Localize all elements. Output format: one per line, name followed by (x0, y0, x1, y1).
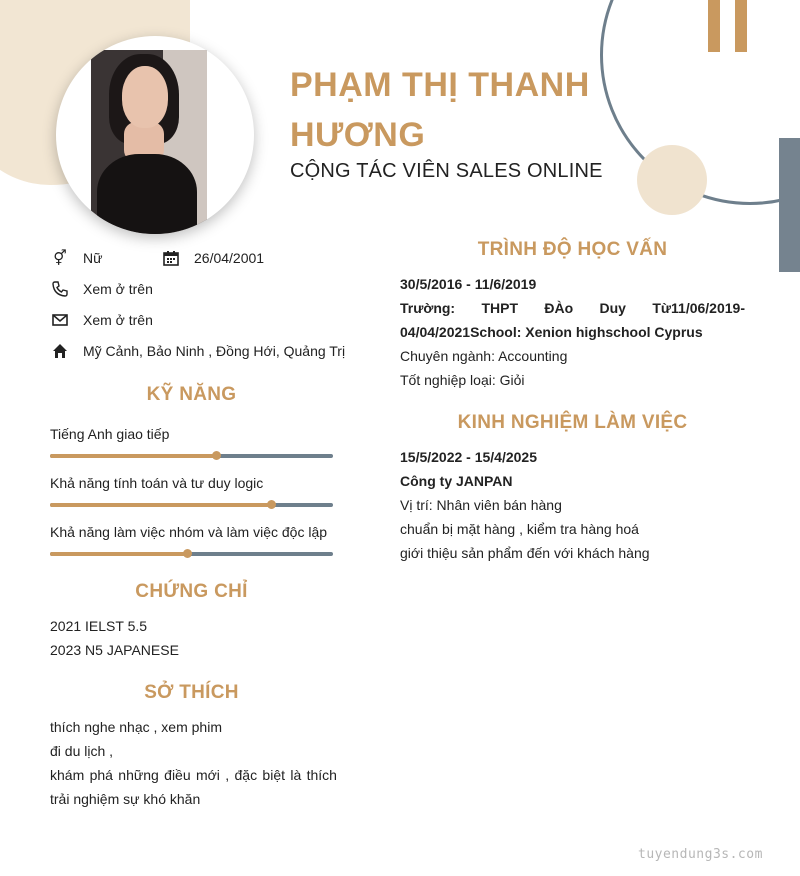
hobby-word: điều (164, 767, 191, 783)
gender-row (50, 248, 102, 268)
address-value: Mỹ Cảnh, Bảo Ninh , Đồng Hới, Quảng Trị (83, 343, 346, 359)
hobby-word: , (225, 767, 230, 783)
gender-value: Nữ (83, 250, 103, 266)
certificate-item: 2023 N5 JAPANESE (50, 642, 179, 658)
hobby-line: thích nghe nhạc , xem phim (50, 719, 222, 735)
profile-photo (91, 50, 207, 234)
skill-bar-fill (50, 503, 271, 507)
experience-heading: KINH NGHIỆM LÀM VIỆC (457, 412, 688, 433)
education-heading: TRÌNH ĐỘ HỌC VẤN (477, 239, 668, 260)
job-title: CỘNG TÁC VIÊN SALES ONLINE (290, 160, 603, 182)
school-word: Trường: (400, 300, 456, 316)
education-school-line (400, 300, 745, 316)
skill-bar (50, 552, 333, 556)
home-icon (50, 341, 70, 361)
school-word: Từ11/06/2019- (652, 300, 745, 316)
education-grade: Tốt nghiệp loại: Giỏi (400, 372, 525, 388)
hobby-word: khám (50, 767, 85, 783)
certificate-item: 2021 IELST 5.5 (50, 618, 148, 634)
skill-bar-knob (267, 500, 276, 509)
education-major: Chuyên ngành: Accounting (400, 348, 568, 364)
hobby-word: đặc (234, 767, 258, 783)
watermark: tuyendung3s.com (638, 847, 763, 862)
school-word: Duy (599, 300, 626, 316)
certificates-heading: CHỨNG CHỈ (135, 581, 248, 602)
email-row (50, 310, 153, 330)
experience-period: 15/5/2022 - 15/4/2025 (400, 449, 538, 465)
hobby-line: đi du lịch , (50, 743, 114, 759)
hobby-word: biệt (262, 767, 285, 783)
birthday-row (161, 248, 264, 268)
hobby-word: những (118, 767, 159, 783)
skills-heading: KỸ NĂNG (146, 384, 237, 405)
hobby-word: mới (195, 767, 220, 783)
decorative-dot (637, 145, 707, 215)
school-word: THPT (481, 300, 519, 316)
calendar-icon (161, 248, 181, 268)
phone-row (50, 279, 153, 299)
education-school-line-2: 04/04/2021School: Xenion highschool Cyprus (400, 324, 703, 340)
phone-icon (50, 279, 70, 299)
birthday-value: 26/04/2001 (194, 250, 265, 266)
phone-value: Xem ở trên (83, 281, 153, 297)
school-word: ĐÀo (544, 300, 574, 316)
skill-bar (50, 454, 333, 458)
decorative-side-bar (779, 138, 800, 272)
hobby-word: là (290, 767, 302, 783)
experience-position: Vị trí: Nhân viên bán hàng (400, 497, 562, 513)
skill-bar-fill (50, 552, 187, 556)
hobby-line-justified (50, 767, 337, 783)
mail-icon (50, 310, 70, 330)
email-value: Xem ở trên (83, 312, 153, 328)
skill-label: Khả năng tính toán và tư duy logic (50, 475, 264, 491)
gender-icon: ⚥ (53, 250, 67, 267)
hobbies-heading: SỞ THÍCH (144, 682, 239, 703)
skill-bar-knob (183, 549, 192, 558)
skill-bar-fill (50, 454, 216, 458)
skill-label: Tiếng Anh giao tiếp (50, 426, 170, 442)
skill-label: Khả năng làm việc nhóm và làm việc độc lập (50, 524, 328, 540)
experience-duty: giới thiệu sản phẩm đến với khách hàng (400, 545, 650, 561)
decorative-bar-2 (735, 0, 747, 52)
hobby-line: trải nghiệm sự khó khăn (50, 791, 201, 807)
skill-bar (50, 503, 333, 507)
skill-bar-knob (212, 451, 221, 460)
candidate-name: PHẠM THỊ THANH HƯƠNG (290, 66, 590, 154)
experience-company: Công ty JANPAN (400, 473, 513, 489)
education-period: 30/5/2016 - 11/6/2019 (400, 276, 537, 292)
hobby-word: phá (89, 767, 113, 783)
avatar (56, 36, 254, 234)
address-row (50, 341, 345, 361)
experience-duty: chuẩn bị mặt hàng , kiểm tra hàng hoá (400, 521, 639, 537)
hobby-word: thích (306, 767, 337, 783)
decorative-bar-1 (708, 0, 720, 52)
